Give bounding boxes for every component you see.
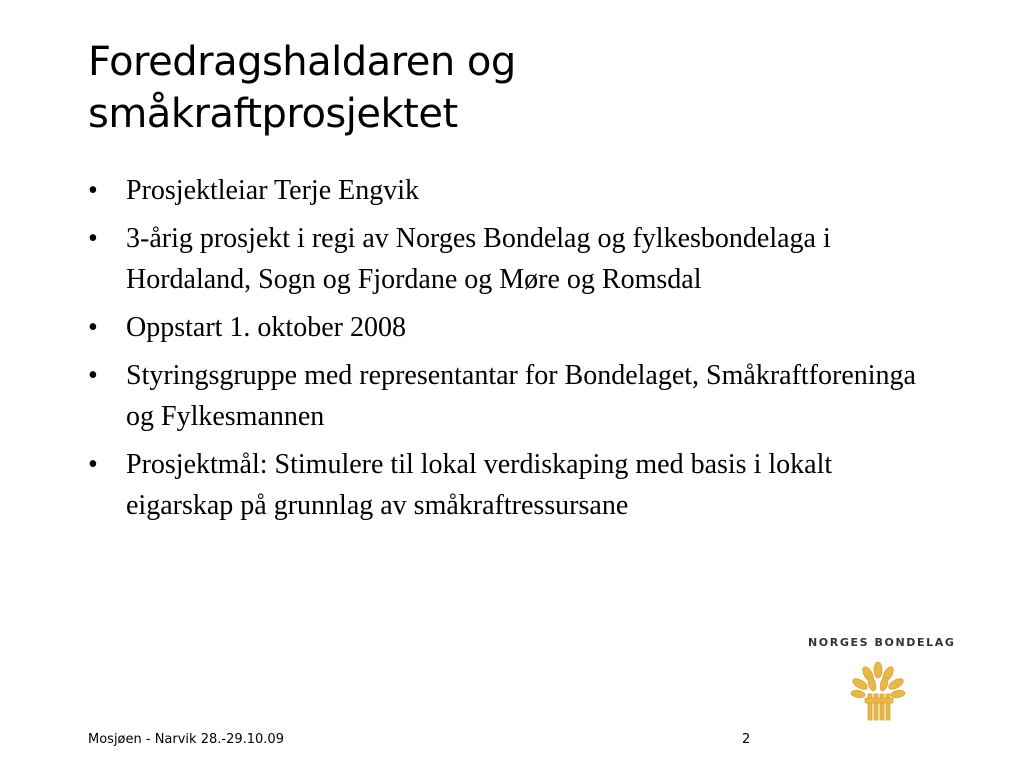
norges-bondelag-logo [800,636,960,726]
bullet-item-project-leader [88,170,918,211]
bullet-text: Styringsgruppe med representantar for Bondelaget, Småkraftforeninga og Fylkesmannen [126,360,916,432]
bullet-item-project-goal [88,444,918,526]
slide-title-line-1: Foredragshaldaren og [88,39,516,85]
bullet-text: Oppstart 1. oktober 2008 [126,312,406,343]
slide-title [88,36,968,140]
bullet-item-project-scope [88,218,918,300]
bullet-dot: • [88,360,98,391]
bullet-text: 3-årig prosjekt i regi av Norges Bondelag og fylkesbondelaga i Hordaland, Sogn og Fjordane og Møre og Romsdal [126,223,831,295]
bullet-dot: • [88,449,98,480]
logo-text: NORGES BONDELAG [808,636,956,649]
bullet-text: Prosjektmål: Stimulere til lokal verdiskaping med basis i lokalt eigarskap på grunnlag av småkraftressursane [126,449,833,521]
bullet-dot: • [88,223,98,254]
bullet-item-steering-group [88,355,918,437]
bullet-dot: • [88,312,98,343]
bullet-text: Prosjektleiar Terje Engvik [126,175,420,206]
page-number: 2 [742,732,751,747]
bullet-item-start-date [88,307,918,348]
slide-title-line-2: småkraftprosjektet [88,91,458,137]
footer-event: Mosjøen - Narvik 28.-29.10.09 [88,732,284,747]
bullet-dot: • [88,175,98,206]
bullet-list [88,170,918,533]
wheat-sheaf-icon [846,660,910,724]
